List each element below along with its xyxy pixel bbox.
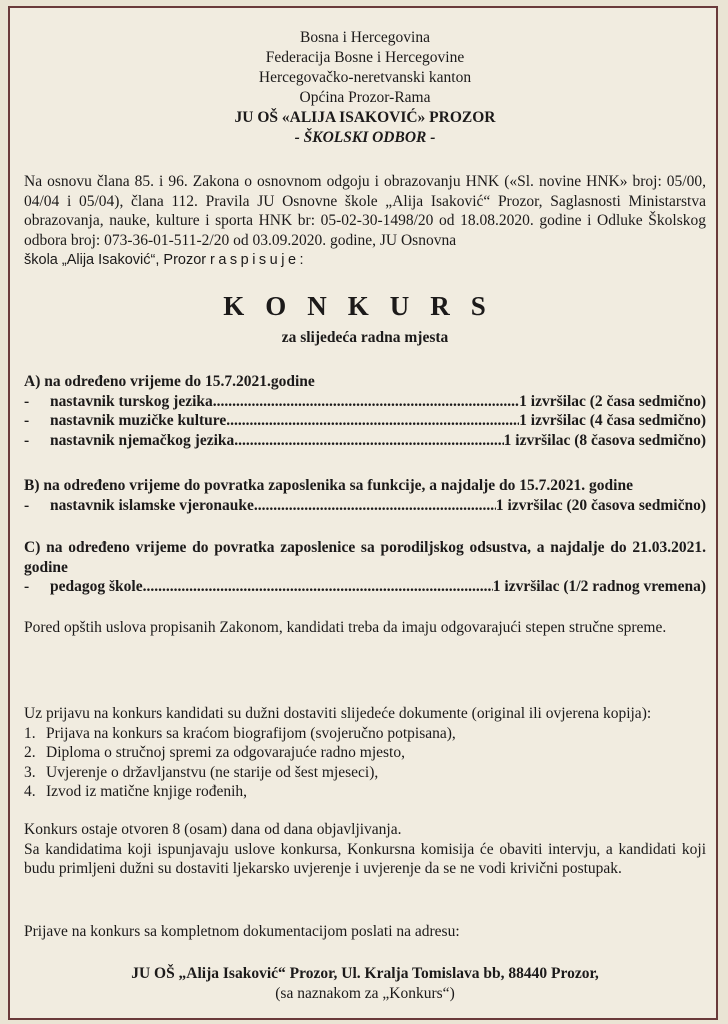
documents-intro: Uz prijavu na konkurs kandidati su dužni dostaviti slijedeće dokumente (original ili ovjerena kopija): <box>24 705 652 722</box>
section-c-heading: C) na određeno vrijeme do povratka zaposlenice sa porodiljskog odsustva, a najdalje do 21.03.2021. godine <box>24 539 706 576</box>
conditions-paragraph: Pored opštih uslova propisanih Zakonom, kandidati treba da imaju odgovarajući stepen stručne spreme. <box>24 619 667 636</box>
list-item: 3. Uvjerenje o državljanstvu (ne starije od šest mjeseci), <box>24 763 379 781</box>
section-b <box>24 476 706 515</box>
position-row: - pedagog škole ..... 1 izvršilac (1/2 radnog vremena) <box>24 577 706 597</box>
intro-text: Na osnovu člana 85. i 96. Zakona o osnovnom odgoju i obrazovanju HNK («Sl. novine HNK» broj: 05/00, 04/04 i 05/04), člana 112. Pravila JU Osnovne škole „Alija Isaković“ Prozor, Saglasnosti Ministarstva obrazovanja, nauke, kulture i sporta HNK br: 05-02-30-1498/20 od 18.08.2020. godine i Odluke Školskog odbora broj: 073-36-01-511-2/20 od 03.09.2020. godine, JU Osnovna <box>24 173 706 249</box>
documents-list <box>24 704 706 802</box>
submission-address-block <box>24 964 706 1004</box>
submission-address: JU OŠ „Alija Isaković“ Prozor, Ul. Kralja Tomislava bb, 88440 Prozor, <box>131 965 599 982</box>
position-amount: 1 izvršilac (2 časa sedmično) <box>519 392 706 410</box>
position-row: - nastavnik njemačkog jezika ..... 1 izvršilac (8 časova sedmično) <box>24 431 706 451</box>
position-amount: 1 izvršilac (20 časova sedmično) <box>495 496 706 514</box>
list-item: 4. Izvod iz matične knjige rođenih, <box>24 783 248 800</box>
list-item: 2. Diploma o stručnoj spremi za odgovarajuće radno mjesto, <box>24 744 405 761</box>
position-amount: 1 izvršilac (8 časova sedmično) <box>503 431 706 449</box>
header-country: Bosna i Hercegovina <box>300 29 430 46</box>
position-name: nastavnik njemačkog jezika <box>50 431 235 449</box>
intro-paragraph <box>24 172 706 271</box>
section-c <box>24 538 706 597</box>
position-name: pedagog škole <box>50 578 143 595</box>
position-row: - nastavnik turskog jezika ..... 1 izvršilac (2 časa sedmično) <box>24 392 706 412</box>
announcement-frame <box>8 6 718 1020</box>
intro-last-line: škola „Alija Isaković“, Prozor <box>24 252 207 268</box>
section-b-heading: B) na određeno vrijeme do povratka zaposlenika sa funkcije, a najdalje do 15.7.2021. godine <box>24 477 633 494</box>
position-row: - nastavnik islamske vjeronauke ..... 1 izvršilac (20 časova sedmično) <box>24 496 706 516</box>
submission-text: Prijave na konkurs sa kompletnom dokumentacijom poslati na adresu: <box>24 923 460 940</box>
konkurs-title-block <box>24 290 706 348</box>
header-school: JU OŠ «ALIJA ISAKOVIĆ» PROZOR <box>234 109 496 126</box>
header-federation: Federacija Bosne i Hercegovine <box>265 49 465 66</box>
konkurs-subtitle: za slijedeća radna mjesta <box>281 329 449 346</box>
closing-interview: Sa kandidatima koji ispunjavaju uslove konkursa, Konkursna komisija će obaviti intervju, a kandidati koji budu primljeni dužni su dostaviti ljekarsko uvjerenje i uvjerenje da se ne vodi krivični postupak. <box>24 840 706 877</box>
position-name: nastavnik turskog jezika <box>50 392 213 410</box>
header-canton: Hercegovačko-neretvanski kanton <box>258 69 472 86</box>
section-a-heading: A) na određeno vrijeme do 15.7.2021.godine <box>24 373 315 390</box>
position-amount: 1 izvršilac (4 časa sedmično) <box>519 412 706 429</box>
header-board: - ŠKOLSKI ODBOR - <box>294 129 436 146</box>
section-a <box>24 372 706 450</box>
closing-paragraph <box>24 820 706 879</box>
list-item: 1. Prijava na konkurs sa kraćom biografijom (svojeručno potpisana), <box>24 724 456 742</box>
header <box>24 28 706 148</box>
intro-announce: raspisuje: <box>209 252 308 268</box>
header-municipality: Općina Prozor-Rama <box>299 89 431 106</box>
position-row: - nastavnik muzičke kulture ..... 1 izvršilac (4 časa sedmično) <box>24 411 706 431</box>
submission-note: (sa naznakom za „Konkurs“) <box>275 985 455 1002</box>
konkurs-title: KONKURS <box>223 291 507 321</box>
position-amount: 1 izvršilac (1/2 radnog vremena) <box>492 578 706 595</box>
closing-open: Konkurs ostaje otvoren 8 (osam) dana od dana objavljivanja. <box>24 821 402 838</box>
position-name: nastavnik islamske vjeronauke <box>50 496 254 514</box>
position-name: nastavnik muzičke kulture <box>50 412 227 429</box>
